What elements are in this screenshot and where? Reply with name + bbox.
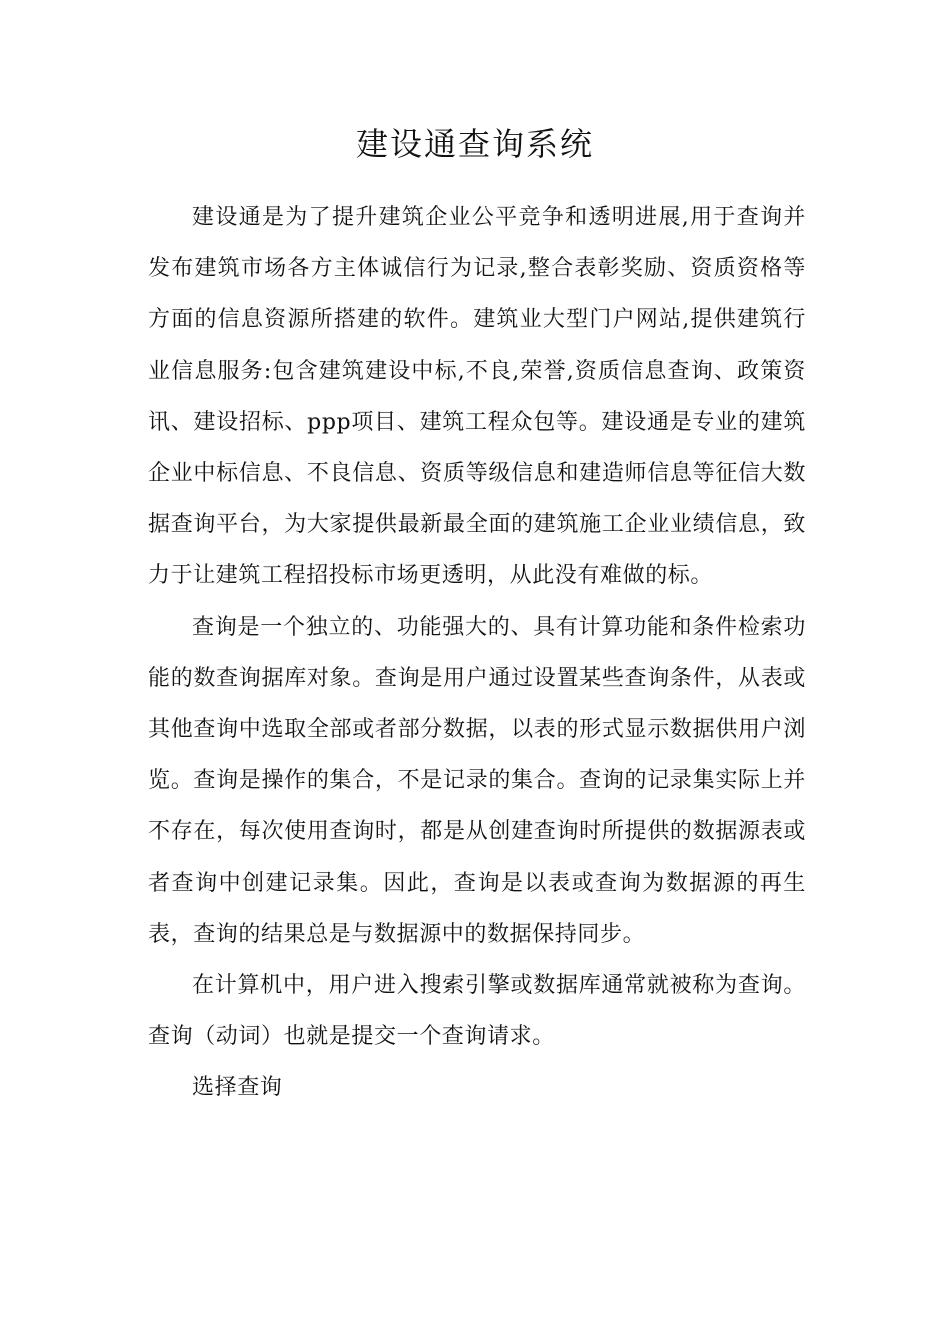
paragraph-intro: 建设通是为了提升建筑企业公平竞争和透明进展,用于查询并发布建筑市场各方主体诚信行为记录,整合表彰奖励、资质资格等方面的信息资源所搭建的软件。建筑业大型门户网站,提供建筑行业信息服务:包含建筑建设中标,不良,荣誉,资质信息查询、政策资讯、建设招标、ppp项目、建筑工程众包等。建设通是专业的建筑企业中标信息、不良信息、资质等级信息和建造师信息等征信大数据查询平台，为大家提供最新最全面的建筑施工企业业绩信息，致力于让建筑工程招投标市场更透明，从此没有难做的标。 [148,205,806,589]
document-body [148,192,806,1114]
paragraph-query-definition: 查询是一个独立的、功能强大的、具有计算功能和条件检索功能的数查询据库对象。查询是用户通过设置某些查询条件，从表或其他查询中选取全部或者部分数据，以表的形式显示数据供用户浏览。查询是操作的集合，不是记录的集合。查询的记录集实际上并不存在，每次使用查询时，都是从创建查询时所提供的数据源表或者查询中创建记录集。因此，查询是以表或查询为数据源的再生表，查询的结果总是与数据源中的数据保持同步。 [148,614,806,947]
paragraph-select-query: 选择查询 [192,1075,283,1101]
document-title: 建设通查询系统 [355,125,594,163]
paragraph-query-computing: 在计算机中，用户进入搜索引擎或数据库通常就被称为查询。查询（动词）也就是提交一个查询请求。 [148,973,806,1050]
